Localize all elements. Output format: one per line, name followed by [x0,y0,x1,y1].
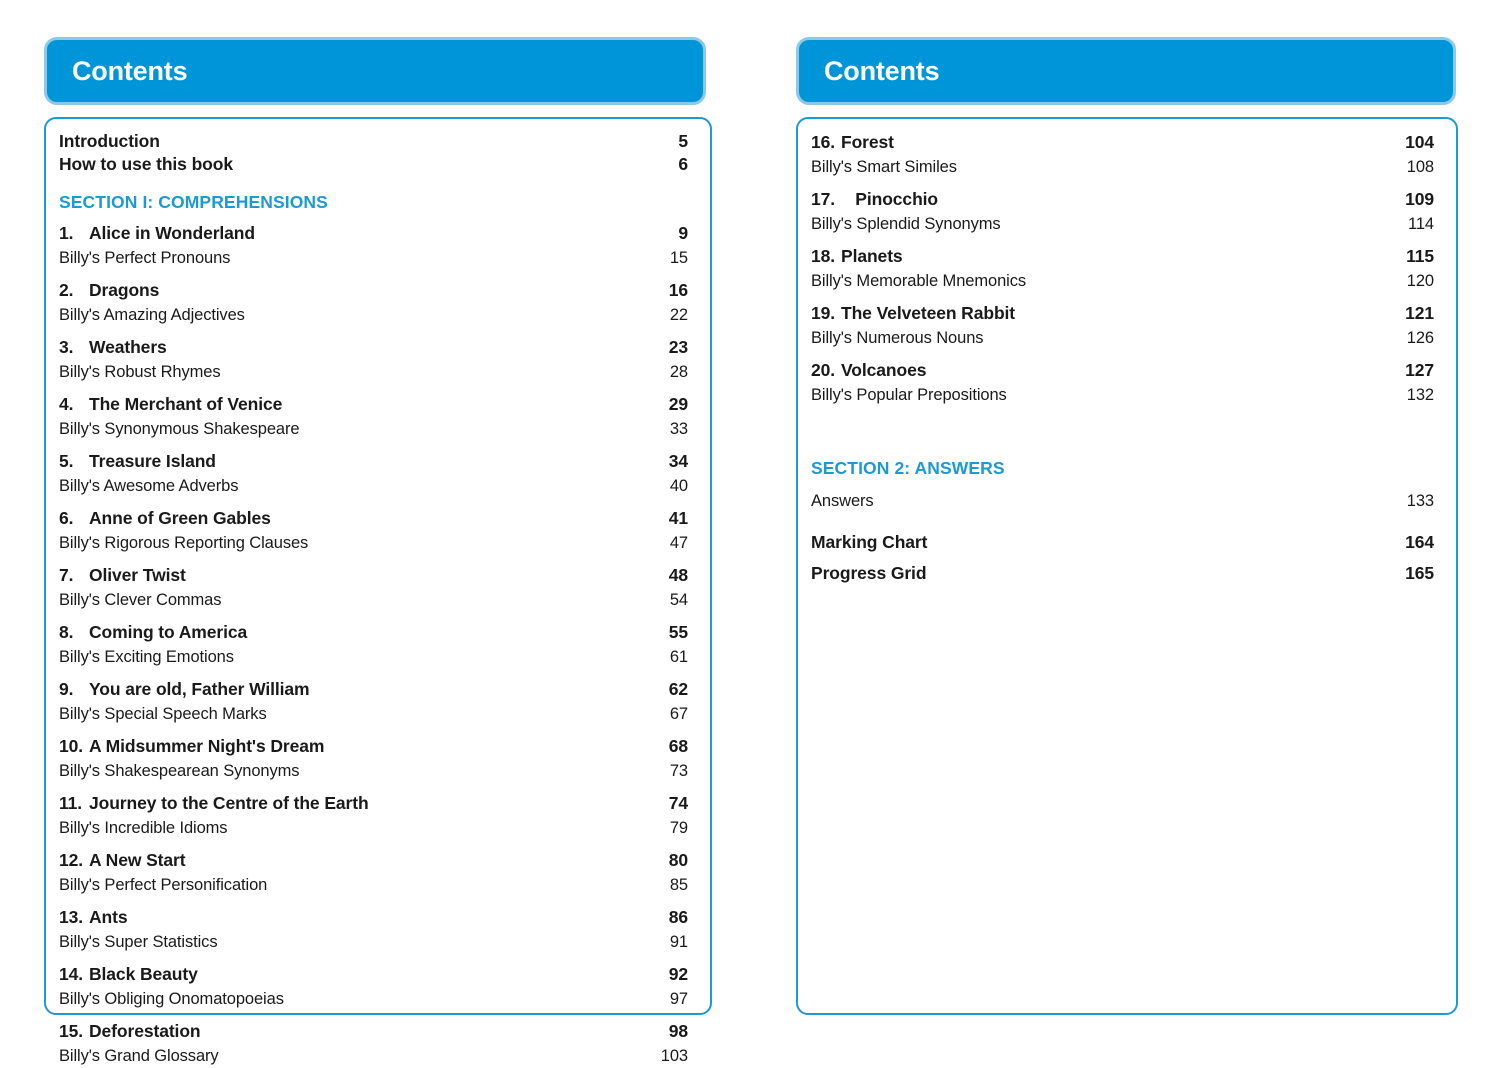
toc-chapter-title: Ants [89,907,128,927]
toc-row-chapter[interactable] [811,244,1434,269]
toc-page-number: 6 [678,154,688,174]
toc-row-subchapter[interactable] [811,383,1434,407]
toc-chapter-number: 17. [811,189,836,209]
toc-chapter-label [59,848,669,873]
section-heading-label: SECTION I: COMPREHENSIONS [59,192,328,212]
toc-chapter-title: The Merchant of Venice [89,394,283,414]
toc-chapter-title: Treasure Island [89,451,216,471]
toc-page-number: 114 [1407,215,1434,233]
toc-entry [59,1019,688,1068]
toc-chapter-title: Coming to America [89,622,248,642]
toc-subchapter-label: Billy's Rigorous Reporting Clauses [59,534,309,552]
contents-header-banner-left [44,37,706,105]
toc-page-number: 133 [1406,492,1434,510]
toc-subchapter-label: Billy's Amazing Adjectives [59,306,245,324]
toc-page-number: 120 [1406,272,1434,290]
toc-row-chapter[interactable] [59,335,688,360]
toc-page-number: 61 [669,648,688,666]
toc-chapter-title: Deforestation [89,1021,201,1041]
toc-page-number: 41 [668,508,688,528]
toc-row-progress-grid[interactable] [811,561,1434,586]
toc-chapter-label [811,301,1405,326]
toc-row-subchapter[interactable] [59,645,688,669]
toc-chapter-label [811,244,1406,269]
toc-chapter-number: 18. [811,246,836,266]
toc-page-number: 73 [669,762,688,780]
toc-subchapter-label: Billy's Clever Commas [59,591,222,609]
toc-row-chapter[interactable] [811,301,1434,326]
toc-row-subchapter[interactable] [59,759,688,783]
toc-page-number: 86 [668,907,688,927]
toc-page-number: 74 [668,793,688,813]
page-title: Contents [824,55,940,86]
toc-chapter-title: Journey to the Centre of the Earth [89,793,369,813]
toc-page-number: 47 [669,534,688,552]
toc-chapter-number: 6. [59,508,74,528]
toc-row-chapter[interactable] [59,905,688,930]
toc-subchapter-label: Billy's Perfect Personification [59,876,268,894]
toc-subchapter-label: Billy's Perfect Pronouns [59,249,231,267]
toc-row-chapter[interactable] [59,620,688,645]
toc-chapter-number: 12. [59,850,84,870]
toc-chapter-number: 1. [59,223,74,243]
toc-page-number: 5 [678,131,688,151]
contents-header-banner-right [796,37,1456,105]
toc-chapter-label [811,130,1405,155]
toc-entry [59,791,688,840]
toc-chapter-number: 19. [811,303,836,323]
toc-entry [59,449,688,498]
toc-label: Introduction [59,131,160,151]
toc-entry [59,905,688,954]
toc-subchapter-label: Billy's Grand Glossary [59,1047,219,1065]
toc-entry [59,392,688,441]
toc-subchapter-label: Billy's Obliging Onomatopoeias [59,990,284,1008]
toc-page-number: 67 [669,705,688,723]
toc-chapter-title: A New Start [89,850,186,870]
toc-chapter-label [59,278,669,303]
toc-chapter-title: Black Beauty [89,964,198,984]
contents-panel-right [796,117,1458,1015]
toc-chapter-number: 13. [59,907,84,927]
toc-row-subchapter[interactable] [59,588,688,612]
toc-row-subchapter[interactable] [811,155,1434,179]
toc-subchapter-label: Billy's Super Statistics [59,933,218,951]
toc-chapter-number: 14. [59,964,84,984]
toc-page-number: 55 [668,622,688,642]
toc-chapter-number: 8. [59,622,74,642]
toc-chapter-number: 10. [59,736,84,756]
toc-row-chapter[interactable] [811,358,1434,383]
toc-label: Progress Grid [811,563,927,583]
toc-row-chapter[interactable] [59,677,688,702]
toc-page-number: 115 [1406,246,1434,266]
toc-entry [811,301,1434,350]
toc-row-subchapter[interactable] [59,930,688,954]
toc-chapter-label [59,221,678,246]
toc-row-subchapter[interactable] [59,360,688,384]
toc-row-chapter[interactable] [59,962,688,987]
toc-chapter-label [59,1019,669,1044]
toc-label: How to use this book [59,154,233,174]
toc-subchapter-label: Billy's Synonymous Shakespeare [59,420,300,438]
toc-page-number: 104 [1405,132,1434,152]
toc-page-number: 29 [668,394,688,414]
toc-row-subchapter[interactable] [59,474,688,498]
spacer [811,479,1434,489]
toc-subchapter-label: Billy's Special Speech Marks [59,705,267,723]
toc-page-number: 91 [669,933,688,951]
toc-chapter-number: 15. [59,1021,84,1041]
toc-page-number: 22 [669,306,688,324]
toc-page-number: 165 [1405,563,1434,583]
toc-row-how-to-use-this-book[interactable] [59,153,688,176]
toc-page-number: 126 [1406,329,1434,347]
toc-row-subchapter[interactable] [59,417,688,441]
toc-entry [59,335,688,384]
toc-row-subchapter[interactable] [811,212,1434,236]
toc-chapter-label [59,449,669,474]
toc-label: Marking Chart [811,532,928,552]
toc-chapter-number: 7. [59,565,74,585]
toc-row-chapter[interactable] [59,1019,688,1044]
toc-chapter-label [59,677,669,702]
toc-subchapter-label: Billy's Awesome Adverbs [59,477,239,495]
toc-row-chapter[interactable] [59,734,688,759]
toc-chapter-title: You are old, Father William [89,679,310,699]
toc-page-number: 62 [668,679,688,699]
toc-subchapter-label: Billy's Exciting Emotions [59,648,234,666]
toc-entry [59,221,688,270]
toc-chapter-number: 3. [59,337,74,357]
toc-chapter-title: Volcanoes [841,360,927,380]
toc-chapter-label [811,187,1405,212]
toc-row-subchapter[interactable] [59,873,688,897]
toc-chapter-label [59,620,669,645]
toc-page-number: 164 [1405,532,1434,552]
toc-chapter-label [59,563,669,588]
toc-page-number: 79 [669,819,688,837]
toc-chapter-number: 4. [59,394,74,414]
toc-page-number: 9 [678,223,688,243]
toc-label: Answers [811,492,874,510]
toc-subchapter-label: Billy's Shakespearean Synonyms [59,762,300,780]
toc-row-chapter[interactable] [811,187,1434,212]
toc-row-chapter[interactable] [59,848,688,873]
toc-page-number: 132 [1406,386,1434,404]
toc-page-number: 34 [668,451,688,471]
toc-chapter-title: Weathers [89,337,167,357]
toc-row-introduction[interactable] [59,130,688,153]
toc-subchapter-label: Billy's Robust Rhymes [59,363,221,381]
toc-row-answers[interactable] [811,489,1434,513]
toc-entry [811,244,1434,293]
toc-chapter-number: 2. [59,280,74,300]
toc-row-subchapter[interactable] [59,246,688,270]
toc-row-chapter[interactable] [59,278,688,303]
toc-chapter-label [59,962,669,987]
toc-page-number: 48 [668,565,688,585]
toc-chapter-label [59,905,669,930]
spacer [811,407,1434,457]
toc-row-subchapter[interactable] [59,987,688,1011]
toc-page-number: 68 [668,736,688,756]
toc-page-number: 80 [668,850,688,870]
toc-subchapter-label: Billy's Splendid Synonyms [811,215,1001,233]
toc-row-chapter[interactable] [811,130,1434,155]
toc-entry [811,358,1434,407]
toc-chapter-label [811,358,1405,383]
toc-row-chapter[interactable] [59,449,688,474]
toc-chapter-title: The Velveteen Rabbit [841,303,1016,323]
toc-page-number: 33 [669,420,688,438]
toc-row-chapter[interactable] [59,791,688,816]
toc-row-subchapter[interactable] [59,1044,688,1068]
toc-row-subchapter[interactable] [59,816,688,840]
toc-chapter-label [59,734,669,759]
toc-chapter-label [59,791,669,816]
toc-page-number: 108 [1406,158,1434,176]
toc-row-subchapter[interactable] [59,702,688,726]
toc-page-number: 127 [1405,360,1434,380]
toc-entry [59,506,688,555]
page-title: Contents [72,55,188,86]
toc-page-number: 92 [668,964,688,984]
toc-row-chapter[interactable] [59,392,688,417]
toc-chapter-title: Anne of Green Gables [89,508,271,528]
toc-entry [59,848,688,897]
section-heading-answers [811,457,1434,479]
toc-row-subchapter[interactable] [59,531,688,555]
toc-chapter-title: Alice in Wonderland [89,223,255,243]
toc-page-number: 97 [669,990,688,1008]
contents-list-right [798,119,1456,586]
toc-chapter-number: 5. [59,451,74,471]
toc-entry [811,187,1434,236]
toc-page-number: 15 [669,249,688,267]
toc-chapter-number: 11. [59,793,83,813]
toc-chapter-label [59,506,669,531]
toc-page-number: 40 [669,477,688,495]
toc-subchapter-label: Billy's Numerous Nouns [811,329,984,347]
toc-row-subchapter[interactable] [59,303,688,327]
toc-row-subchapter[interactable] [811,326,1434,350]
toc-page-number: 85 [669,876,688,894]
toc-chapter-title: Oliver Twist [89,565,186,585]
toc-page-number: 98 [668,1021,688,1041]
section-heading-comprehensions [59,191,688,213]
toc-chapter-title: A Midsummer Night's Dream [89,736,325,756]
toc-row-marking-chart[interactable] [811,530,1434,555]
toc-subchapter-label: Billy's Memorable Mnemonics [811,272,1027,290]
toc-row-chapter[interactable] [59,563,688,588]
toc-subchapter-label: Billy's Incredible Idioms [59,819,228,837]
spacer [811,513,1434,530]
toc-chapter-number: 20. [811,360,836,380]
toc-chapter-number: 16. [811,132,836,152]
contents-panel-left [44,117,712,1065]
toc-chapter-label [59,392,669,417]
toc-entry [59,278,688,327]
toc-entry [59,734,688,783]
toc-row-chapter[interactable] [59,506,688,531]
toc-chapter-title: Dragons [89,280,160,300]
toc-entry [59,677,688,726]
toc-chapter-number: 9. [59,679,74,699]
toc-entry [811,130,1434,179]
toc-chapter-title: Planets [841,246,903,266]
toc-page-number: 28 [669,363,688,381]
toc-entry [59,563,688,612]
toc-row-subchapter[interactable] [811,269,1434,293]
section-heading-label: SECTION 2: ANSWERS [811,458,1005,478]
toc-row-chapter[interactable] [59,221,688,246]
right-page [750,0,1500,1061]
toc-entry [59,620,688,669]
toc-page-number: 54 [669,591,688,609]
left-page [0,0,750,1065]
toc-chapter-label [59,335,669,360]
toc-page-number: 109 [1405,189,1434,209]
toc-subchapter-label: Billy's Popular Prepositions [811,386,1007,404]
toc-page-number: 103 [660,1047,688,1065]
spacer [59,213,688,221]
toc-page-number: 16 [668,280,688,300]
toc-page-number: 121 [1405,303,1434,323]
toc-chapter-title: Forest [841,132,894,152]
toc-page-number: 23 [668,337,688,357]
spacer [59,176,688,191]
toc-entry [59,962,688,1011]
toc-chapter-title: Pinocchio [841,189,939,209]
contents-list-left [46,119,710,1068]
toc-subchapter-label: Billy's Smart Similes [811,158,957,176]
